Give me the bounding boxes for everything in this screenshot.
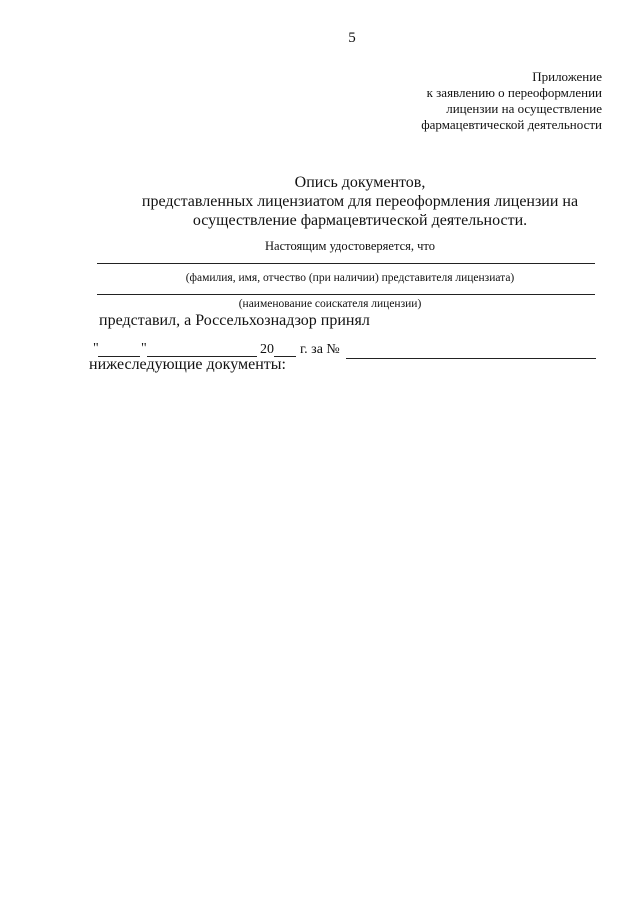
representative-name-line[interactable] [97, 263, 595, 264]
applicant-name-line[interactable] [97, 294, 595, 295]
quote-close: " [141, 341, 147, 356]
number-field-line[interactable] [346, 358, 596, 359]
number-label: г. за № [300, 342, 340, 357]
document-title [120, 173, 600, 230]
year-prefix: 20 [260, 342, 274, 357]
appendix-line-1: Приложение [532, 69, 602, 84]
representative-caption: (фамилия, имя, отчество (при наличии) представителя лицензиата) [185, 272, 515, 284]
following-documents-text: нижеследующие документы: [89, 356, 286, 373]
title-line-1: Опись документов, [294, 174, 426, 191]
appendix-line-3: лицензии на осуществление [446, 101, 602, 116]
appendix-header [421, 69, 602, 133]
appendix-line-2: к заявлению о переоформлении [426, 85, 602, 100]
title-line-3: осуществление фармацевтической деятельности. [192, 212, 528, 229]
appendix-line-4: фармацевтической деятельности [421, 117, 602, 132]
certify-text: Настоящим удостоверяется, что [265, 239, 435, 253]
applicant-caption: (наименование соискателя лицензии) [238, 298, 422, 310]
title-line-2: представленных лицензиатом для переоформления лицензии на [141, 193, 579, 210]
quote-open: " [93, 341, 99, 356]
presented-text: представил, а Россельхознадзор принял [99, 312, 370, 329]
page-number: 5 [348, 30, 356, 46]
